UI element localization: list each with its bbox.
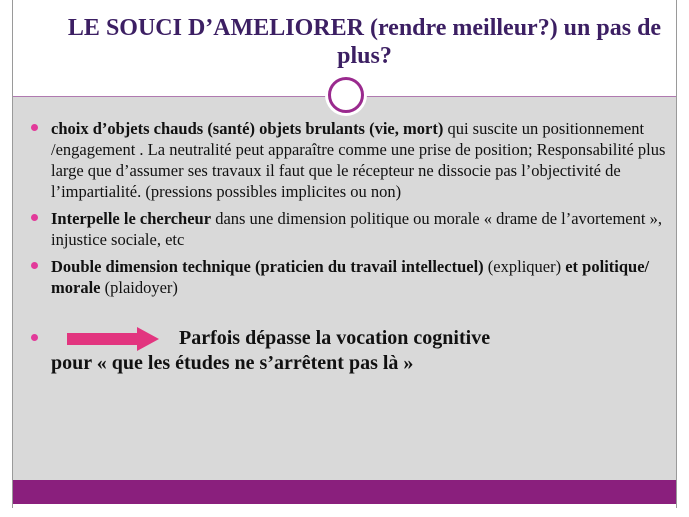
- bullet-list: [27, 118, 667, 382]
- slide: [12, 0, 677, 508]
- bullet-dot-icon: [31, 214, 38, 221]
- bullet-dot-icon: [31, 262, 38, 269]
- bullet-bold-text: choix d’objets chauds (santé) objets brulants (vie, mort): [51, 119, 444, 138]
- right-arrow-icon: [67, 327, 159, 351]
- final-line-1: Parfois dépasse la vocation cognitive: [179, 327, 491, 349]
- slide-title: LE SOUCI D’AMELIORER (rendre meilleur?) un pas de plus?: [67, 15, 662, 69]
- bullet-item-double-dimension: [27, 256, 667, 298]
- footer-band: [13, 480, 676, 504]
- bullet-bold-text: Double dimension technique (praticien du travail intellectuel): [51, 257, 484, 276]
- bullet-text: (expliquer): [483, 257, 566, 276]
- bullet-dot-icon: [31, 124, 38, 131]
- bullet-item-objets-chauds: [27, 118, 667, 202]
- bullet-item-parfois: [27, 326, 667, 376]
- bullet-text: qui suscite un positionnement /engagement . La neutralité peut apparaître comme une prise de position; Responsabilité plus large que d’assumer ses travaux il faut que le récepteur ne dissocie pas l’objectivité de l’impartialité. (pressions possibles implicites ou non): [51, 119, 666, 201]
- bullet-text: dans une dimension politique ou morale « drame de l’avortement », injustice sociale, etc: [51, 209, 662, 249]
- final-line-2: pour « que les études ne s’arrêtent pas là »: [51, 352, 414, 375]
- bullet-dot-icon: [31, 334, 38, 341]
- bullet-bold-text: Interpelle le chercheur: [51, 209, 212, 228]
- circle-ring-icon: [328, 77, 364, 113]
- bullet-item-interpelle: [27, 208, 667, 250]
- bullet-text-2: (plaidoyer): [100, 278, 178, 297]
- bullet-bold-text-2: et politique/ morale: [51, 257, 650, 297]
